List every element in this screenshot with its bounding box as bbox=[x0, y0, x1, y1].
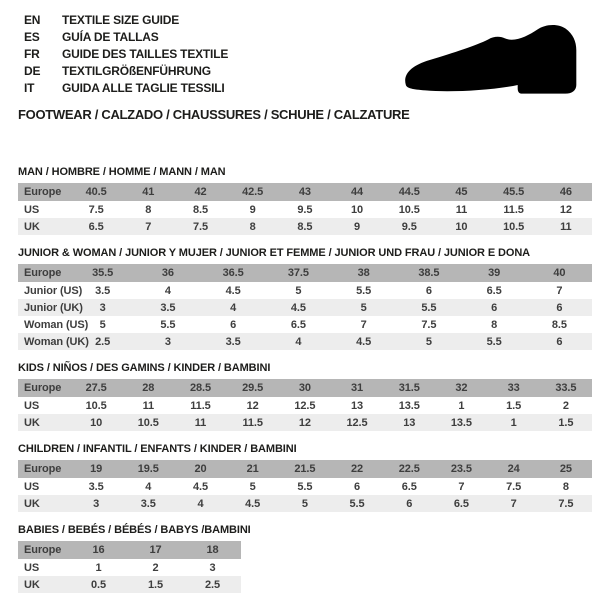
size-cell: 5 bbox=[249, 480, 256, 493]
size-cell: 11.5 bbox=[503, 203, 524, 216]
size-cell: 19.5 bbox=[137, 463, 159, 475]
size-cell: 11 bbox=[142, 399, 154, 412]
row-label: UK bbox=[24, 497, 40, 510]
language-code: DE bbox=[24, 63, 41, 78]
size-cell: 11 bbox=[194, 416, 207, 429]
size-cell: 5 bbox=[99, 318, 106, 331]
size-row bbox=[18, 333, 592, 350]
table-title: MAN / HOMBRE / HOMME / MANN / MAN bbox=[18, 166, 226, 178]
language-title: GUIDA ALLE TAGLIE TESSILI bbox=[62, 80, 225, 95]
size-cell: 4.5 bbox=[225, 284, 241, 297]
row-label: Europe bbox=[24, 186, 62, 198]
size-cell: 44 bbox=[351, 186, 364, 198]
size-cell: 4 bbox=[230, 301, 237, 314]
size-cell: 23.5 bbox=[450, 463, 472, 475]
size-cell: 10.5 bbox=[85, 399, 107, 412]
size-cell: 3 bbox=[209, 561, 216, 574]
size-cell: 8.5 bbox=[192, 203, 208, 216]
size-row bbox=[18, 576, 241, 593]
size-cell: 5.5 bbox=[297, 480, 313, 493]
size-table-section bbox=[18, 166, 592, 235]
row-label: US bbox=[24, 561, 40, 574]
size-cell: 6.5 bbox=[453, 497, 469, 510]
size-cell: 1.5 bbox=[558, 416, 574, 429]
size-cell: 7.5 bbox=[506, 480, 522, 493]
size-cell: 32 bbox=[455, 382, 468, 394]
size-cell: 13 bbox=[351, 399, 364, 412]
size-cell: 36.5 bbox=[222, 267, 244, 279]
size-cell: 5.5 bbox=[349, 497, 365, 510]
size-cell: 1.5 bbox=[148, 578, 163, 591]
table-title: CHILDREN / INFANTIL / ENFANTS / KINDER / BAMBINI bbox=[18, 443, 297, 455]
tables-area bbox=[18, 166, 592, 600]
size-cell: 6.5 bbox=[486, 284, 502, 297]
size-table-section bbox=[18, 443, 592, 512]
category-heading: FOOTWEAR / CALZADO / CHAUSSURES / SCHUHE / CALZATURE bbox=[18, 107, 410, 122]
size-cell: 16 bbox=[92, 544, 105, 556]
size-cell: 11 bbox=[560, 220, 572, 233]
size-cell: 8.5 bbox=[551, 318, 567, 331]
europe-header-row bbox=[18, 264, 592, 282]
size-cell: 38 bbox=[357, 267, 370, 279]
size-cell: 2 bbox=[152, 561, 159, 574]
size-cell: 7 bbox=[556, 284, 563, 297]
size-row bbox=[18, 201, 592, 218]
size-cell: 4.5 bbox=[192, 480, 208, 493]
size-table-section bbox=[18, 247, 592, 350]
row-label: Europe bbox=[24, 544, 62, 556]
language-list bbox=[24, 11, 228, 96]
size-cell: 42.5 bbox=[242, 186, 264, 198]
language-row-en bbox=[24, 11, 228, 28]
size-cell: 6 bbox=[354, 480, 361, 493]
size-row bbox=[18, 282, 592, 299]
size-cell: 17 bbox=[149, 544, 162, 556]
size-table bbox=[18, 460, 592, 512]
size-cell: 36 bbox=[161, 267, 174, 279]
size-table bbox=[18, 541, 241, 593]
size-cell: 8 bbox=[145, 203, 152, 216]
size-cell: 19 bbox=[90, 463, 103, 475]
size-cell: 6 bbox=[230, 318, 237, 331]
table-title: JUNIOR & WOMAN / JUNIOR Y MUJER / JUNIOR ET FEMME / JUNIOR UND FRAU / JUNIOR E DONA bbox=[18, 247, 531, 259]
size-cell: 31.5 bbox=[398, 382, 420, 394]
size-cell: 1 bbox=[458, 399, 465, 412]
size-cell: 40 bbox=[553, 267, 566, 279]
size-cell: 6 bbox=[556, 301, 563, 314]
size-cell: 7.5 bbox=[88, 203, 104, 216]
size-cell: 0.5 bbox=[91, 578, 106, 591]
size-cell: 29.5 bbox=[242, 382, 264, 394]
size-cell: 13.5 bbox=[450, 416, 472, 429]
language-row-it bbox=[24, 79, 228, 96]
row-label: Europe bbox=[24, 267, 62, 279]
size-cell: 5.5 bbox=[421, 301, 437, 314]
size-cell: 45 bbox=[455, 186, 468, 198]
language-row-fr bbox=[24, 45, 228, 62]
size-cell: 6.5 bbox=[290, 318, 306, 331]
row-label: Junior (UK) bbox=[24, 301, 83, 314]
language-title: GUIDE DES TAILLES TEXTILE bbox=[62, 46, 229, 61]
size-cell: 4 bbox=[197, 497, 204, 510]
size-cell: 7.5 bbox=[421, 318, 437, 331]
size-cell: 4.5 bbox=[245, 497, 261, 510]
size-row bbox=[18, 316, 592, 333]
row-label: UK bbox=[24, 220, 40, 233]
size-cell: 38.5 bbox=[418, 267, 440, 279]
size-cell: 46 bbox=[559, 186, 572, 198]
size-cell: 6 bbox=[425, 284, 432, 297]
size-cell: 33 bbox=[507, 382, 520, 394]
size-cell: 9 bbox=[354, 220, 361, 233]
size-cell: 8 bbox=[249, 220, 256, 233]
size-cell: 3.5 bbox=[88, 480, 104, 493]
size-cell: 8.5 bbox=[297, 220, 313, 233]
size-cell: 12 bbox=[559, 203, 572, 216]
row-label: US bbox=[24, 480, 40, 493]
size-cell: 2 bbox=[562, 399, 569, 412]
size-cell: 24 bbox=[507, 463, 520, 475]
size-cell: 4.5 bbox=[356, 335, 372, 348]
size-cell: 40.5 bbox=[85, 186, 107, 198]
size-cell: 7 bbox=[458, 480, 465, 493]
language-title: GUÍA DE TALLAS bbox=[62, 29, 159, 44]
size-cell: 5.5 bbox=[160, 318, 176, 331]
size-table bbox=[18, 183, 592, 235]
size-table bbox=[18, 379, 592, 431]
europe-header-row bbox=[18, 541, 241, 559]
row-label: Europe bbox=[24, 382, 62, 394]
row-label: Woman (UK) bbox=[24, 335, 89, 348]
size-cell: 3 bbox=[93, 497, 100, 510]
row-label: US bbox=[24, 399, 40, 412]
size-cell: 12.5 bbox=[294, 399, 316, 412]
size-cell: 5.5 bbox=[486, 335, 502, 348]
size-cell: 7 bbox=[145, 220, 152, 233]
size-cell: 5 bbox=[360, 301, 367, 314]
size-cell: 5.5 bbox=[356, 284, 372, 297]
size-cell: 8 bbox=[562, 480, 569, 493]
size-cell: 30 bbox=[298, 382, 311, 394]
row-label: UK bbox=[24, 578, 40, 591]
size-cell: 10 bbox=[455, 220, 468, 233]
row-label: Woman (US) bbox=[24, 318, 89, 331]
size-cell: 7.5 bbox=[558, 497, 574, 510]
size-cell: 10.5 bbox=[398, 203, 420, 216]
size-cell: 4 bbox=[164, 284, 171, 297]
size-cell: 3.5 bbox=[225, 335, 241, 348]
size-cell: 1 bbox=[95, 561, 102, 574]
size-row bbox=[18, 397, 592, 414]
size-cell: 27.5 bbox=[85, 382, 107, 394]
language-code: FR bbox=[24, 46, 40, 61]
size-cell: 21.5 bbox=[294, 463, 316, 475]
size-cell: 4 bbox=[145, 480, 152, 493]
size-cell: 11 bbox=[455, 203, 468, 216]
size-cell: 3 bbox=[164, 335, 171, 348]
size-cell: 9.5 bbox=[401, 220, 417, 233]
language-title: TEXTILGRÖßENFÜHRUNG bbox=[62, 63, 211, 78]
size-cell: 20 bbox=[194, 463, 207, 475]
size-cell: 5 bbox=[425, 335, 432, 348]
size-cell: 4.5 bbox=[290, 301, 306, 314]
size-cell: 10.5 bbox=[503, 220, 525, 233]
size-cell: 5 bbox=[295, 284, 302, 297]
size-row bbox=[18, 495, 592, 512]
table-title: BABIES / BEBÉS / BÉBÉS / BABYS /BAMBINI bbox=[18, 524, 251, 536]
size-cell: 10.5 bbox=[137, 416, 159, 429]
size-row bbox=[18, 414, 592, 431]
size-cell: 7 bbox=[360, 318, 367, 331]
size-cell: 7.5 bbox=[192, 220, 208, 233]
size-cell: 11.5 bbox=[190, 399, 211, 412]
size-cell: 5 bbox=[301, 497, 308, 510]
size-row bbox=[18, 559, 241, 576]
size-cell: 3.5 bbox=[160, 301, 176, 314]
size-cell: 28.5 bbox=[189, 382, 211, 394]
language-code: ES bbox=[24, 29, 40, 44]
size-row bbox=[18, 218, 592, 235]
size-cell: 21 bbox=[246, 463, 259, 475]
size-cell: 39 bbox=[488, 267, 501, 279]
size-cell: 37.5 bbox=[287, 267, 309, 279]
size-cell: 4 bbox=[295, 335, 302, 348]
size-cell: 1.5 bbox=[506, 399, 522, 412]
size-cell: 43 bbox=[298, 186, 311, 198]
row-label: Junior (US) bbox=[24, 284, 83, 297]
europe-header-row bbox=[18, 460, 592, 478]
size-cell: 10 bbox=[90, 416, 103, 429]
size-row bbox=[18, 299, 592, 316]
size-cell: 13.5 bbox=[398, 399, 420, 412]
row-label: UK bbox=[24, 416, 40, 429]
size-cell: 22.5 bbox=[398, 463, 420, 475]
language-code: IT bbox=[24, 80, 35, 95]
size-cell: 10 bbox=[351, 203, 364, 216]
size-cell: 28 bbox=[142, 382, 155, 394]
size-cell: 41 bbox=[142, 186, 155, 198]
size-cell: 1 bbox=[510, 416, 517, 429]
size-cell: 31 bbox=[351, 382, 364, 394]
size-cell: 11.5 bbox=[242, 416, 263, 429]
size-cell: 7 bbox=[510, 497, 517, 510]
dress-shoe-icon bbox=[392, 22, 588, 98]
size-table-section bbox=[18, 362, 592, 431]
size-cell: 33.5 bbox=[555, 382, 577, 394]
size-cell: 13 bbox=[403, 416, 416, 429]
size-cell: 45.5 bbox=[503, 186, 525, 198]
size-cell: 6.5 bbox=[401, 480, 417, 493]
language-row-de bbox=[24, 62, 228, 79]
size-table bbox=[18, 264, 592, 350]
size-cell: 22 bbox=[351, 463, 364, 475]
size-cell: 12 bbox=[298, 416, 311, 429]
size-cell: 35.5 bbox=[92, 267, 114, 279]
language-row-es bbox=[24, 28, 228, 45]
row-label: Europe bbox=[24, 463, 62, 475]
europe-header-row bbox=[18, 379, 592, 397]
language-code: EN bbox=[24, 12, 41, 27]
size-cell: 18 bbox=[206, 544, 219, 556]
size-cell: 9 bbox=[249, 203, 256, 216]
size-cell: 12 bbox=[246, 399, 259, 412]
size-cell: 25 bbox=[559, 463, 572, 475]
size-cell: 6 bbox=[406, 497, 413, 510]
size-cell: 6.5 bbox=[88, 220, 104, 233]
size-table-section bbox=[18, 524, 592, 593]
table-title: KIDS / NIÑOS / DES GAMINS / KINDER / BAMBINI bbox=[18, 362, 271, 374]
size-cell: 3.5 bbox=[140, 497, 156, 510]
size-cell: 8 bbox=[491, 318, 498, 331]
size-cell: 42 bbox=[194, 186, 207, 198]
size-row bbox=[18, 478, 592, 495]
size-cell: 3.5 bbox=[95, 284, 111, 297]
size-cell: 2.5 bbox=[95, 335, 111, 348]
row-label: US bbox=[24, 203, 40, 216]
size-cell: 12.5 bbox=[346, 416, 368, 429]
size-cell: 2.5 bbox=[205, 578, 220, 591]
size-cell: 9.5 bbox=[297, 203, 313, 216]
europe-header-row bbox=[18, 183, 592, 201]
size-cell: 6 bbox=[491, 301, 498, 314]
size-cell: 6 bbox=[556, 335, 563, 348]
size-cell: 3 bbox=[99, 301, 106, 314]
size-cell: 44.5 bbox=[398, 186, 420, 198]
language-title: TEXTILE SIZE GUIDE bbox=[62, 12, 180, 27]
